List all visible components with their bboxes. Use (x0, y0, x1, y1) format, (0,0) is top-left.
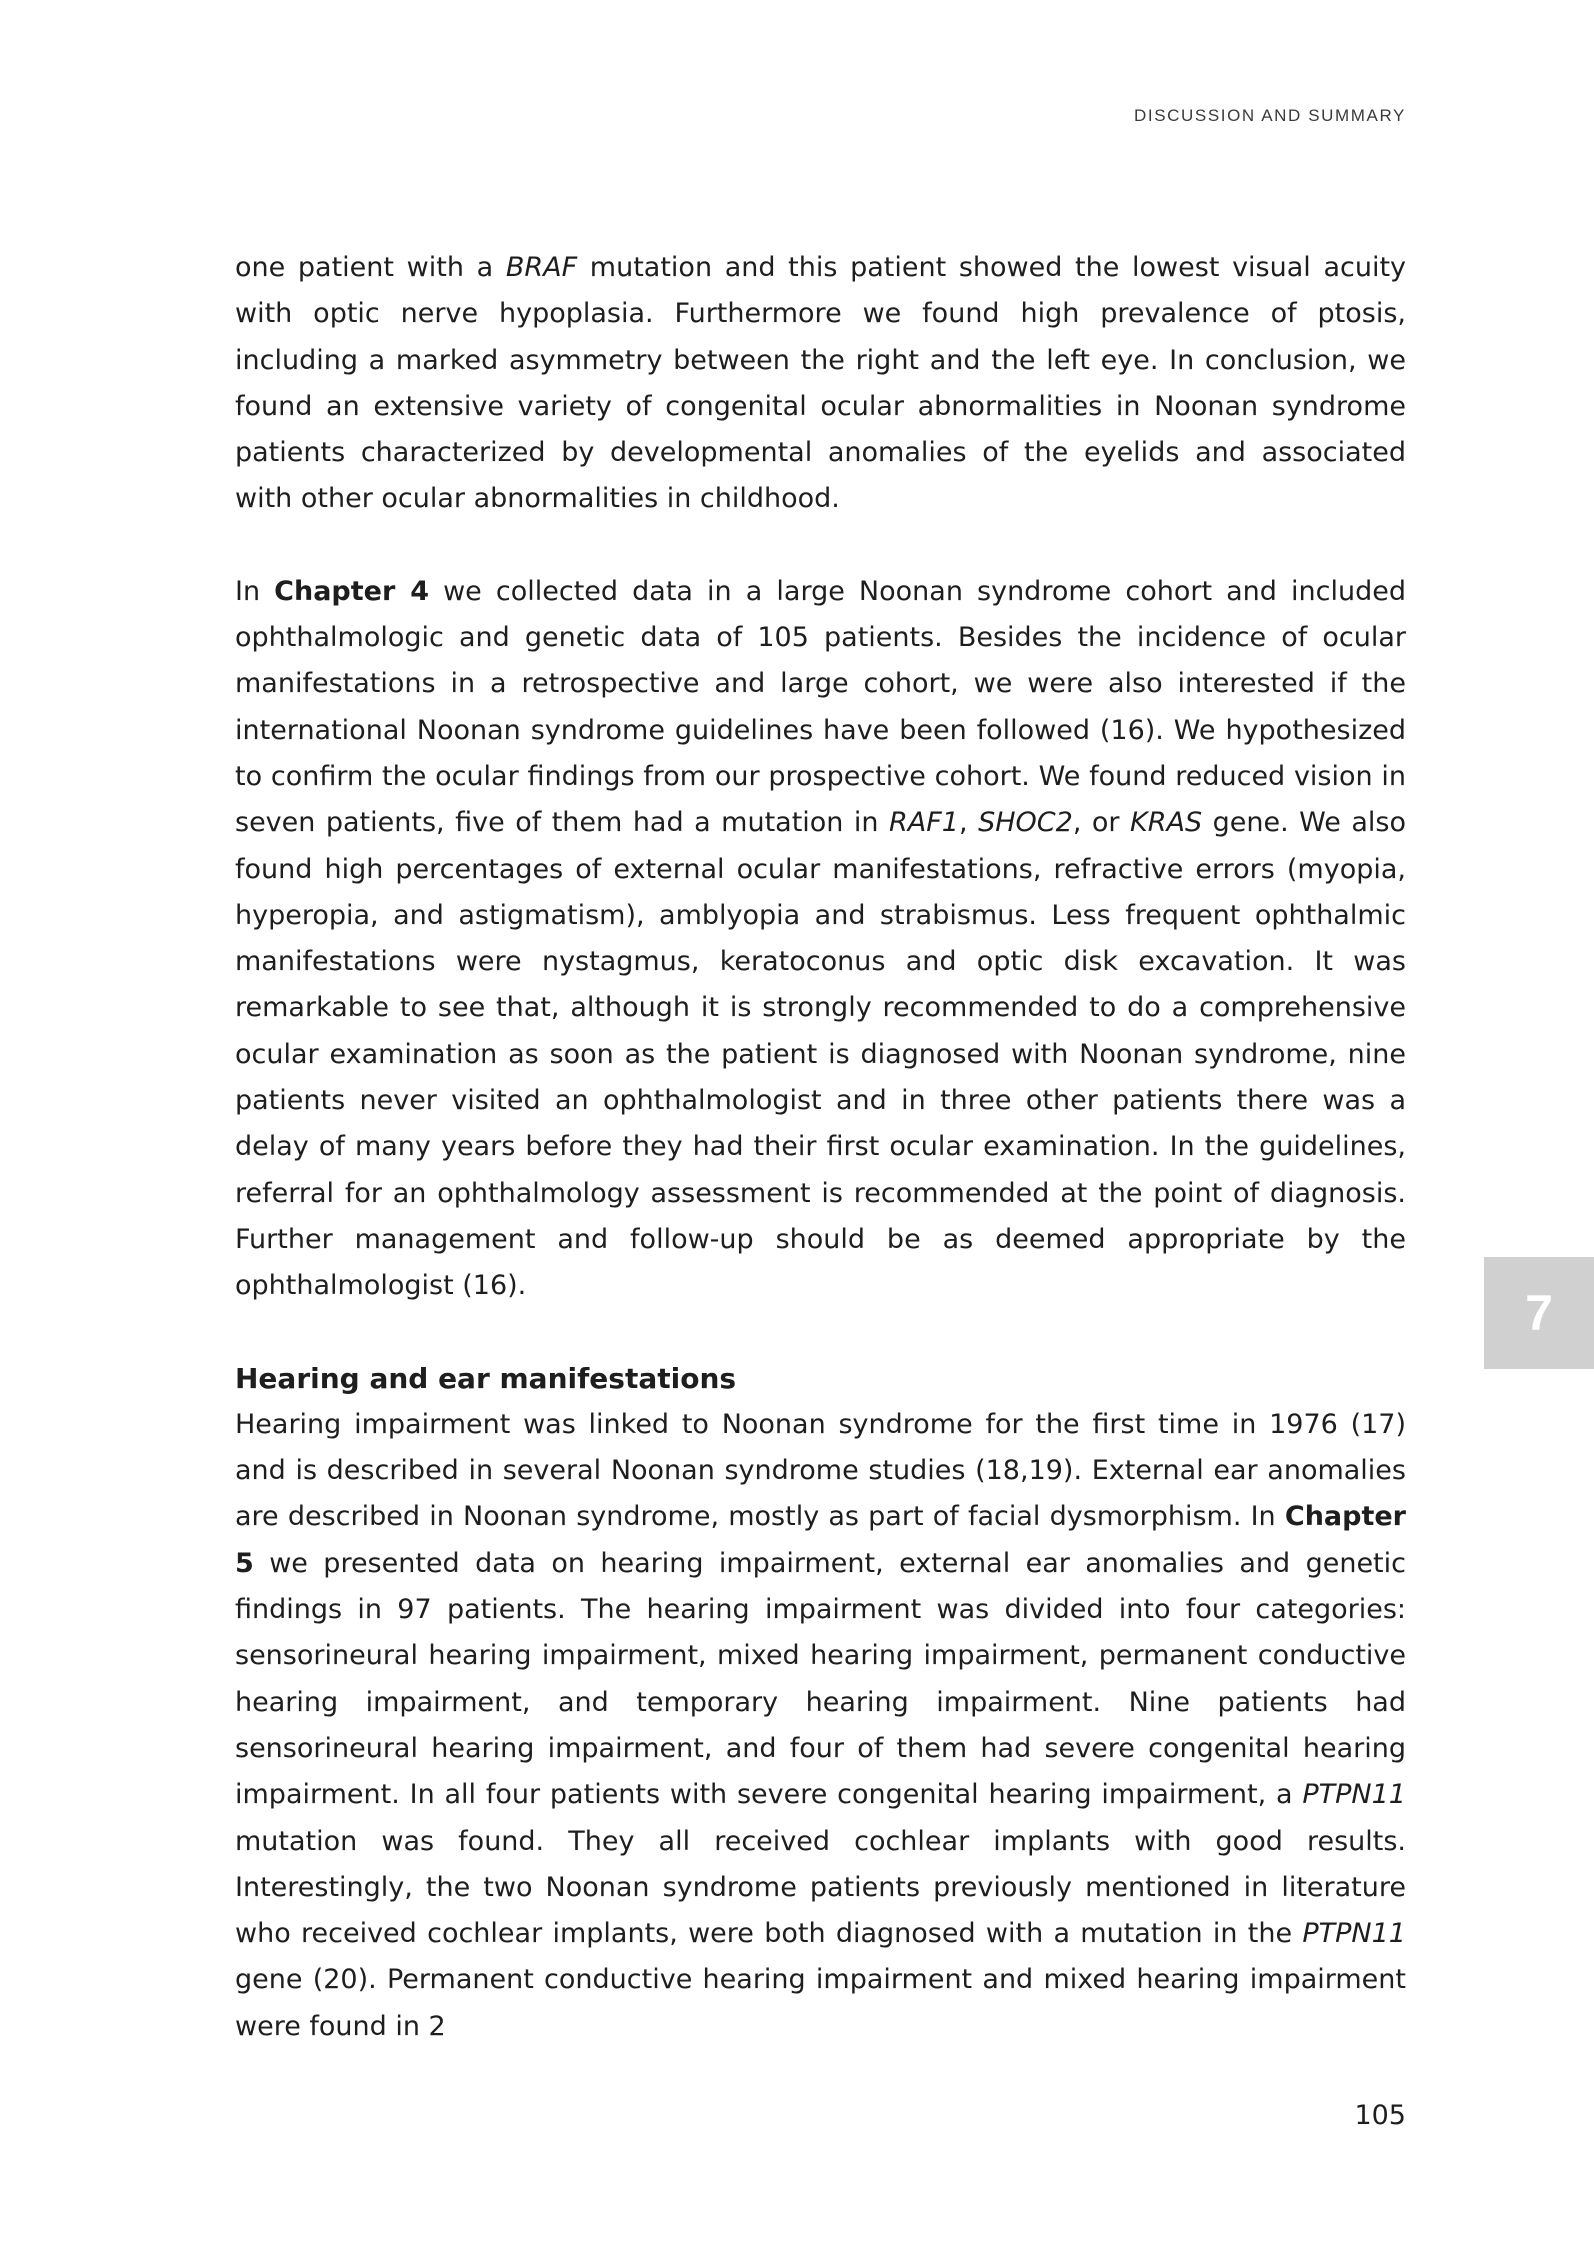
text-run: one patient with a (235, 252, 506, 283)
text-run: Hearing impairment was linked to Noonan syndrome for the first time in 1976 (17) and is described in several Noonan syndrome studies (18,19). External ear anomalies are described in Noonan syndrome, mostly as part of facial dysmorphism. In (235, 1408, 1406, 1533)
text-run: mutation was found. They all received cochlear implants with good results. Interestingly, the two Noonan syndrome patients previously mentioned in literature who received cochlear implants, were both diagnosed with a mutation in the (235, 1825, 1406, 1950)
running-header: DISCUSSION AND SUMMARY (1134, 106, 1406, 125)
gene-name: RAF1 (889, 807, 959, 839)
text-run: , or (1072, 807, 1131, 839)
gene-name: PTPN11 (1302, 1779, 1406, 1811)
gene-name: PTPN11 (1302, 1918, 1406, 1950)
chapter-tab: 7 (1484, 1257, 1594, 1369)
chapter-reference: Chapter 5 (235, 1501, 1406, 1579)
page-number: 105 (1354, 2100, 1406, 2131)
text-run: mutation and this patient showed the lowest visual acuity with optic nerve hypoplasia. Furthermore we found high prevalence of ptosis, including a marked asymmetry between the right and the left eye. In conclusion, we found an extensive variety of congenital ocular abnormalities in Noonan syndrome patients characterized by developmental anomalies of the eyelids and associated with other ocular abnormalities in childhood. (235, 252, 1407, 515)
gene-name: SHOC2 (978, 807, 1073, 839)
paragraph-hearing (235, 1402, 1406, 2050)
body-text (235, 245, 1406, 2096)
paragraph-chapter-4 (235, 569, 1406, 1310)
text-run: gene (20). Permanent conductive hearing impairment and mixed hearing impairment were found in 2 (235, 1964, 1406, 2042)
gene-name: KRAS (1130, 807, 1203, 839)
text-run: we collected data in a large Noonan syndrome cohort and included ophthalmologic and genetic data of 105 patients. Besides the incidence of ocular manifestations in a retrospective and large cohort, we were also interested if the international Noonan syndrome guidelines have been followed (16). We hypothesized to confirm the ocular findings from our prospective cohort. We found reduced vision in seven patients, five of them had a mutation in (235, 575, 1406, 839)
gene-name: BRAF (505, 252, 578, 283)
paragraph-ocular-conclusion (235, 245, 1406, 523)
text-run: we presented data on hearing impairment, external ear anomalies and genetic findings in 97 patients. The hearing impairment was divided into four categories: sensorineural hearing impairment, mixed hearing impairment, permanent conductive hearing impairment, and temporary hearing impairment. Nine patients had sensorineural hearing impairment, and four of them had severe congenital hearing impairment. In all four patients with severe congenital hearing impairment, a (235, 1547, 1406, 1811)
section-heading: Hearing and ear manifestations (235, 1361, 737, 1395)
text-run: , (958, 807, 979, 839)
text-run: gene. We also found high percentages of external ocular manifestations, refractive errors (myopia, hyperopia, and astigmatism), amblyopia and strabismus. Less frequent ophthalmic manifestations were nystagmus, keratoconus and optic disk excavation. It was remarkable to see that, although it is strongly recommended to do a comprehensive ocular examination as soon as the patient is diagnosed with Noonan syndrome, nine patients never visited an ophthalmologist and in three other patients there was a delay of many years before they had their first ocular examination. In the guidelines, referral for an ophthalmology assessment is recommended at the point of diagnosis. Further management and follow-up should be as deemed appropriate by the ophthalmologist (16). (235, 807, 1406, 1302)
text-run: In (235, 575, 275, 607)
chapter-reference: Chapter 4 (274, 575, 429, 607)
